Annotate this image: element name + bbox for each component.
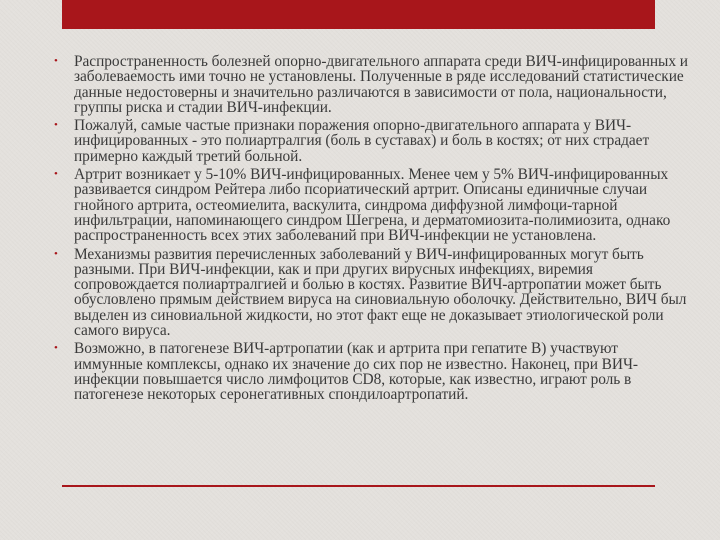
bullet-list: [54, 54, 690, 406]
bullet-item: [54, 54, 690, 115]
bullet-text: Механизмы развития перечисленных заболеваний у ВИЧ-инфицированных могут быть разными. При ВИЧ-инфекции, как и при других вирусных инфекциях, виремия сопровождается полиартралгией и болью в костях. Развитие ВИЧ-артропатии может быть обусловлено прямым действием вируса на синовиальную оболочку. Действительно, ВИЧ был выделен из синовиальной жидкости, но этот факт еще не доказывает этиологической роли самого вируса.: [74, 245, 687, 340]
top-accent-band: [62, 0, 655, 29]
bullet-marker: •: [54, 168, 58, 181]
bullet-text: Распространенность болезней опорно-двигательного аппарата среди ВИЧ-инфицированных и заболеваемость ими точно не установлены. Полученные в ряде исследований статистические данные недостоверны и значительно различаются в зависимости от пола, национальности, группы риска и стадии ВИЧ-инфекции.: [74, 53, 688, 116]
bullet-marker: •: [54, 247, 58, 260]
bullet-marker: •: [54, 55, 58, 67]
bullet-text: Пожалуй, самые частые признаки поражения опорно-двигательного аппарата у ВИЧ-инфицированных - это полиартралгия (боль в суставах) и боль в костях; от них страдает примерно каждый третий больной.: [74, 117, 650, 165]
bullet-marker: •: [54, 119, 58, 132]
bullet-item: [54, 247, 690, 339]
bullet-item: [54, 341, 690, 402]
bottom-accent-rule: [62, 485, 655, 487]
bullet-marker: •: [54, 342, 58, 355]
bullet-item: [54, 118, 690, 164]
bullet-text: Артрит возникает у 5-10% ВИЧ-инфицированных. Менее чем у 5% ВИЧ-инфицированных развивается синдром Рейтера либо псориатический артрит. Описаны единичные случаи гнойного артрита, остеомиелита, васкулита, синдрома диффузной лимфоци-тарной инфильтрации, напоминающего синдром Шегрена, и дерматомиозита-полимиозита, однако распространенность всех этих заболеваний при ВИЧ-инфекции не установлена.: [74, 166, 671, 245]
bullet-item: [54, 167, 690, 243]
bullet-text: Возможно, в патогенезе ВИЧ-артропатии (как и артрита при гепатите В) участвуют иммунные комплексы, однако их значение до сих пор не известно. Наконец, при ВИЧ-инфекции повышается число лимфоцитов CD8, которые, как известно, играют роль в патогенезе некоторых серонегативных спондилоартропатий.: [74, 340, 638, 404]
